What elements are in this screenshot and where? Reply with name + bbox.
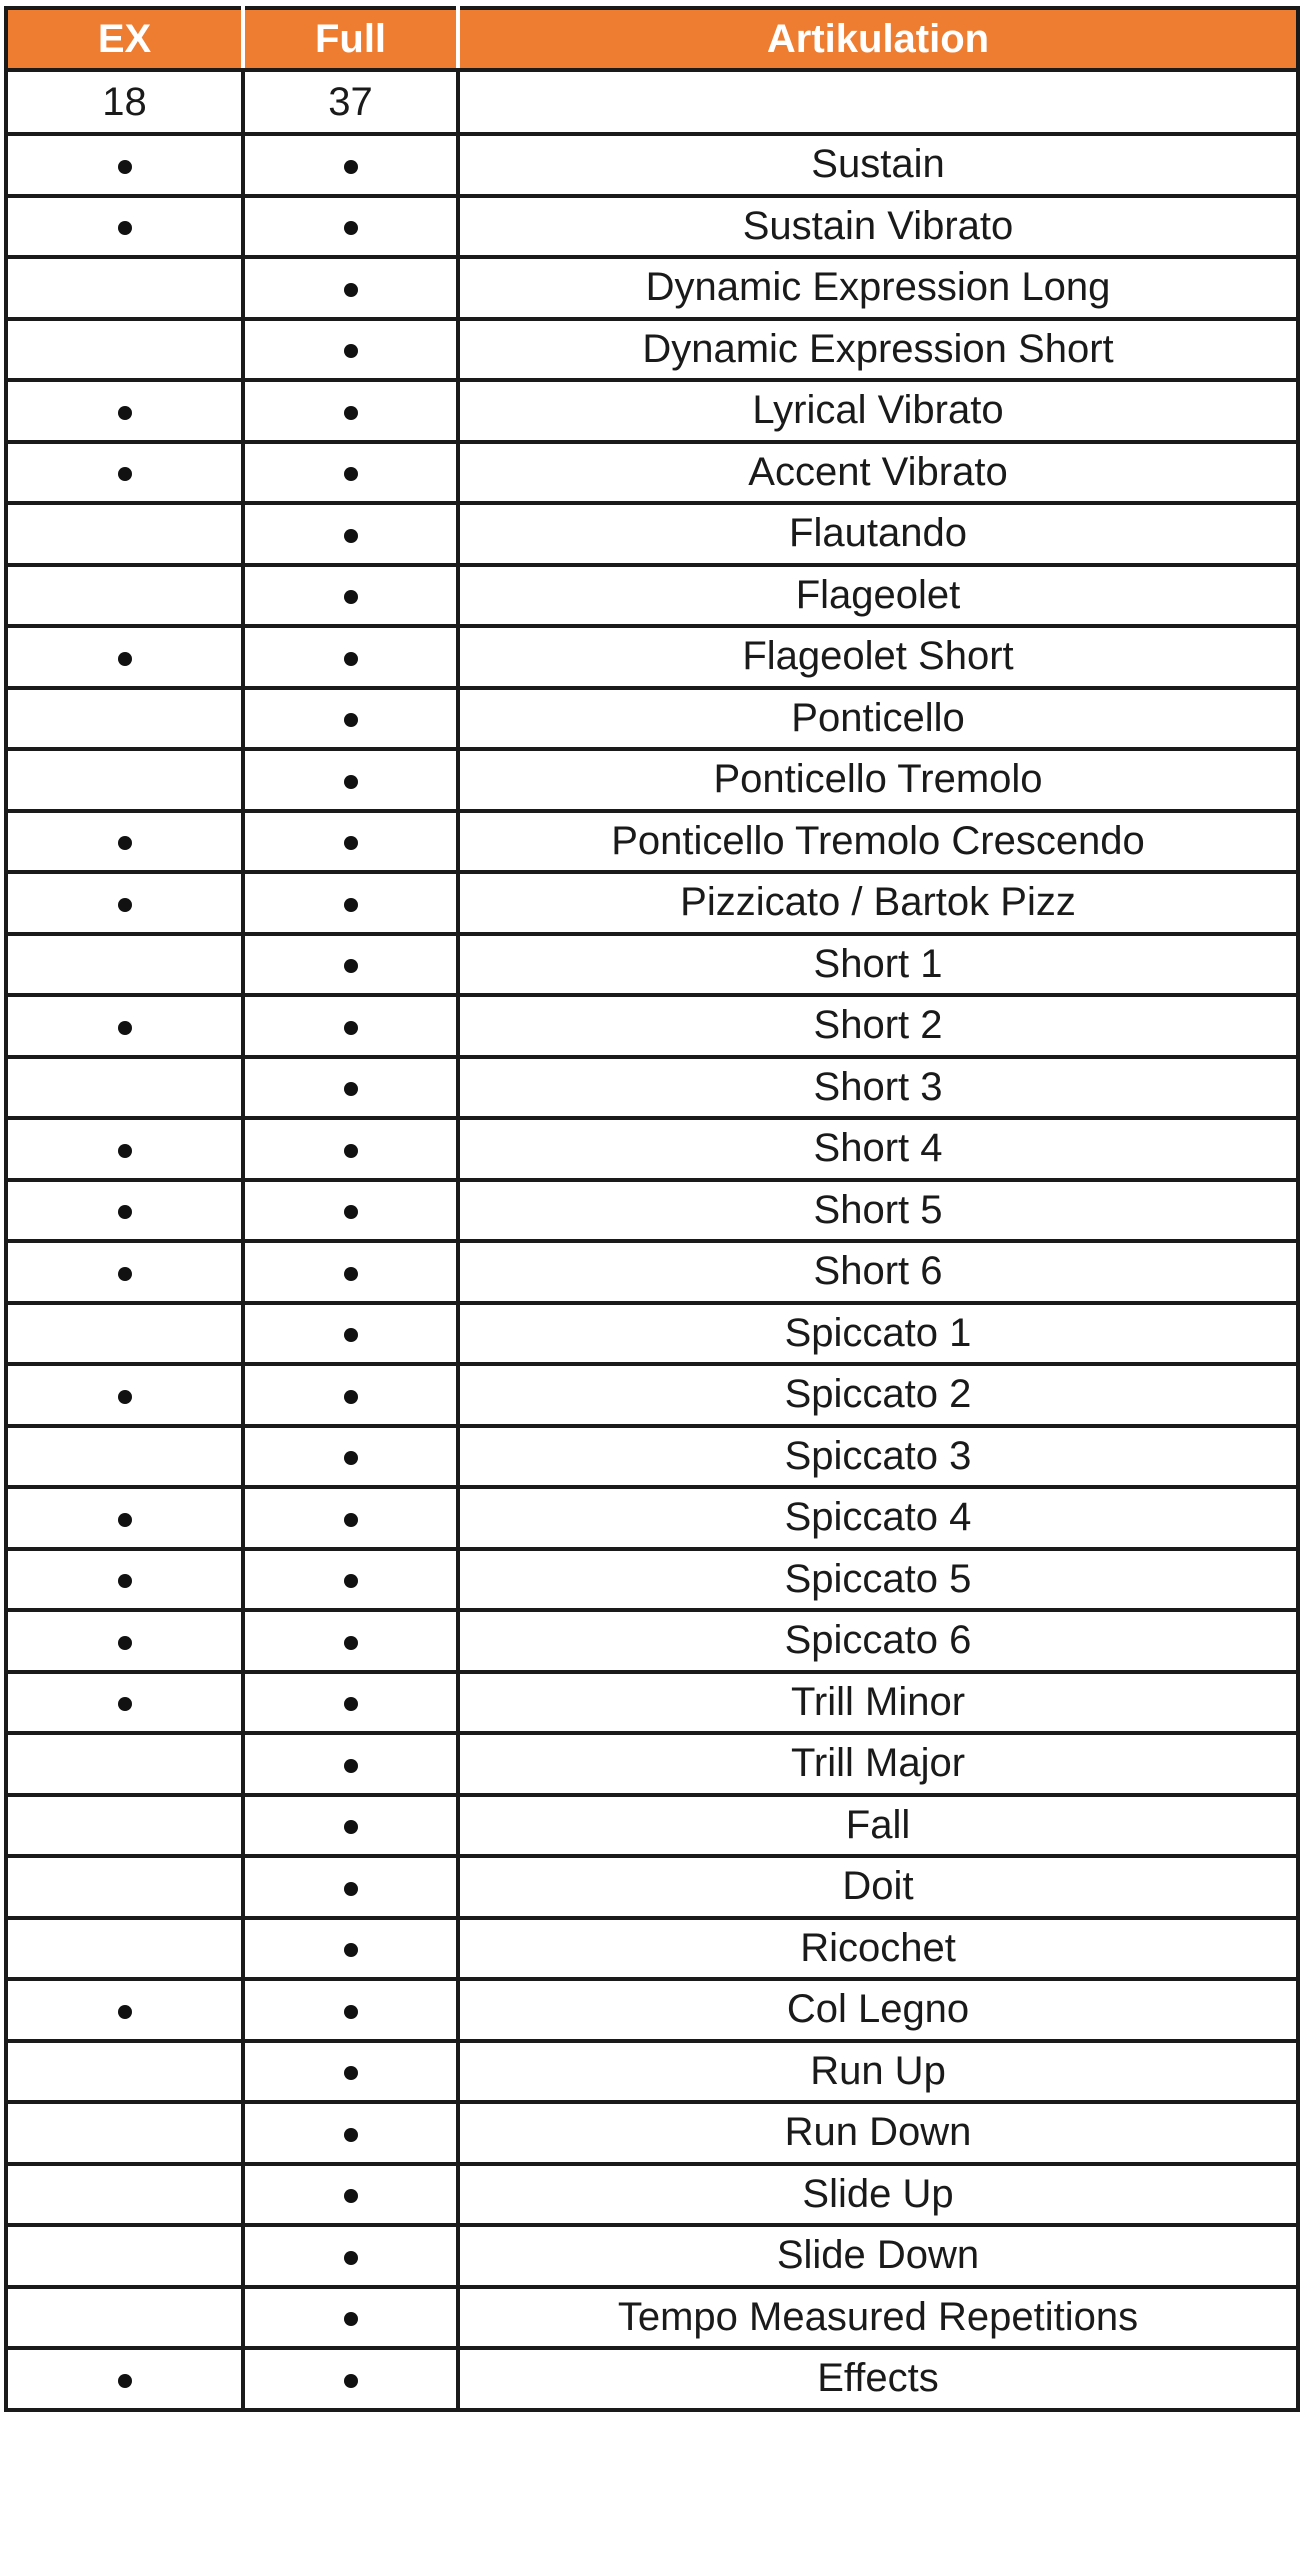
bullet-icon [344,2066,358,2080]
bullet-icon [344,529,358,543]
cell-articulation: Sustain Vibrato [458,196,1298,258]
cell-articulation: Short 4 [458,1118,1298,1180]
bullet-icon [118,1574,132,1588]
bullet-icon [344,1328,358,1342]
cell-articulation: Lyrical Vibrato [458,380,1298,442]
bullet-icon [344,1636,358,1650]
cell-ex [6,934,243,996]
cell-ex [6,1180,243,1242]
table-row [6,1180,1298,1242]
table-row [6,1364,1298,1426]
table-row [6,442,1298,504]
bullet-icon [344,1943,358,1957]
bullet-icon [344,2128,358,2142]
cell-ex [6,1979,243,2041]
cell-full [243,934,458,996]
cell-articulation: Fall [458,1795,1298,1857]
cell-ex [6,257,243,319]
table-row [6,688,1298,750]
bullet-icon [118,898,132,912]
cell-articulation: Ponticello [458,688,1298,750]
bullet-icon [344,2251,358,2265]
cell-full [243,2225,458,2287]
cell-full [243,2164,458,2226]
bullet-icon [118,1205,132,1219]
bullet-icon [344,775,358,789]
cell-ex [6,1057,243,1119]
table-row [6,1672,1298,1734]
cell-full [243,257,458,319]
bullet-icon [344,652,358,666]
bullet-icon [118,406,132,420]
cell-full [243,1918,458,1980]
table-row [6,2102,1298,2164]
count-full: 37 [243,70,458,134]
cell-ex [6,995,243,1057]
cell-full [243,1057,458,1119]
bullet-icon [344,2312,358,2326]
table-row [6,1733,1298,1795]
table-row [6,1610,1298,1672]
bullet-icon [344,1205,358,1219]
cell-articulation: Spiccato 3 [458,1426,1298,1488]
cell-full [243,2041,458,2103]
cell-articulation: Sustain [458,134,1298,196]
cell-ex [6,2102,243,2164]
cell-articulation: Run Down [458,2102,1298,2164]
table-row [6,319,1298,381]
table-row [6,1979,1298,2041]
table-row [6,196,1298,258]
cell-ex [6,2041,243,2103]
cell-articulation: Ricochet [458,1918,1298,1980]
table-body [6,70,1298,2410]
cell-articulation: Flageolet Short [458,626,1298,688]
cell-full [243,1733,458,1795]
cell-articulation: Flautando [458,503,1298,565]
cell-ex [6,503,243,565]
bullet-icon [344,406,358,420]
bullet-icon [344,1513,358,1527]
cell-articulation: Short 2 [458,995,1298,1057]
table-row [6,2225,1298,2287]
cell-ex [6,1118,243,1180]
count-row [6,70,1298,134]
table-row [6,934,1298,996]
bullet-icon [344,467,358,481]
cell-ex [6,1303,243,1365]
cell-articulation: Effects [458,2348,1298,2410]
table-row [6,380,1298,442]
cell-articulation: Slide Up [458,2164,1298,2226]
cell-articulation: Dynamic Expression Long [458,257,1298,319]
cell-ex [6,1795,243,1857]
table-row [6,2287,1298,2349]
cell-ex [6,872,243,934]
cell-full [243,1487,458,1549]
bullet-icon [344,221,358,235]
cell-ex [6,1672,243,1734]
cell-articulation: Col Legno [458,1979,1298,2041]
cell-ex [6,1733,243,1795]
table-row [6,1241,1298,1303]
bullet-icon [344,160,358,174]
table-row [6,134,1298,196]
bullet-icon [344,2005,358,2019]
table-row [6,1918,1298,1980]
cell-full [243,995,458,1057]
cell-full [243,565,458,627]
bullet-icon [344,836,358,850]
bullet-icon [344,1021,358,1035]
table-row [6,257,1298,319]
articulation-table [4,6,1300,2412]
cell-ex [6,1487,243,1549]
cell-articulation: Doit [458,1856,1298,1918]
cell-ex [6,2164,243,2226]
cell-ex [6,319,243,381]
cell-full [243,196,458,258]
bullet-icon [118,1513,132,1527]
cell-ex [6,1610,243,1672]
cell-ex [6,688,243,750]
cell-ex [6,749,243,811]
cell-ex [6,442,243,504]
cell-articulation: Short 3 [458,1057,1298,1119]
bullet-icon [344,1082,358,1096]
bullet-icon [344,1697,358,1711]
cell-full [243,1364,458,1426]
cell-full [243,1118,458,1180]
bullet-icon [118,836,132,850]
cell-full [243,2287,458,2349]
cell-full [243,688,458,750]
cell-full [243,442,458,504]
bullet-icon [118,221,132,235]
cell-ex [6,1918,243,1980]
bullet-icon [344,898,358,912]
table-row [6,995,1298,1057]
cell-articulation: Accent Vibrato [458,442,1298,504]
cell-articulation: Short 5 [458,1180,1298,1242]
cell-full [243,503,458,565]
cell-articulation: Spiccato 5 [458,1549,1298,1611]
count-ex: 18 [6,70,243,134]
table-row [6,1856,1298,1918]
bullet-icon [118,1144,132,1158]
table-row [6,1303,1298,1365]
bullet-icon [118,160,132,174]
table-row [6,503,1298,565]
cell-full [243,1979,458,2041]
column-header-full: Full [243,8,458,70]
count-articulation [458,70,1298,134]
bullet-icon [118,1267,132,1281]
cell-full [243,1795,458,1857]
table-row [6,1487,1298,1549]
cell-articulation: Trill Major [458,1733,1298,1795]
cell-full [243,1856,458,1918]
table-row [6,811,1298,873]
cell-articulation: Flageolet [458,565,1298,627]
table-row [6,565,1298,627]
cell-ex [6,1549,243,1611]
cell-articulation: Short 6 [458,1241,1298,1303]
table-row [6,1118,1298,1180]
cell-ex [6,1364,243,1426]
cell-articulation: Slide Down [458,2225,1298,2287]
table-row [6,2348,1298,2410]
table-row [6,1057,1298,1119]
cell-ex [6,196,243,258]
cell-ex [6,811,243,873]
cell-full [243,1610,458,1672]
cell-articulation: Short 1 [458,934,1298,996]
bullet-icon [344,1144,358,1158]
cell-articulation: Trill Minor [458,1672,1298,1734]
cell-full [243,626,458,688]
bullet-icon [344,959,358,973]
cell-full [243,134,458,196]
header-row [6,8,1298,70]
table-row [6,749,1298,811]
column-header-ex: EX [6,8,243,70]
cell-full [243,2348,458,2410]
table-row [6,2041,1298,2103]
bullet-icon [344,1390,358,1404]
cell-full [243,1426,458,1488]
cell-articulation: Spiccato 1 [458,1303,1298,1365]
bullet-icon [344,1820,358,1834]
cell-ex [6,2287,243,2349]
cell-full [243,1549,458,1611]
bullet-icon [344,283,358,297]
column-header-articulation: Artikulation [458,8,1298,70]
cell-articulation: Pizzicato / Bartok Pizz [458,872,1298,934]
cell-ex [6,134,243,196]
cell-ex [6,1426,243,1488]
bullet-icon [118,1021,132,1035]
cell-full [243,319,458,381]
bullet-icon [344,1451,358,1465]
cell-full [243,749,458,811]
table-row [6,1426,1298,1488]
bullet-icon [344,1759,358,1773]
bullet-icon [118,2005,132,2019]
bullet-icon [344,2374,358,2388]
cell-articulation: Ponticello Tremolo [458,749,1298,811]
cell-full [243,380,458,442]
cell-articulation: Run Up [458,2041,1298,2103]
cell-articulation: Dynamic Expression Short [458,319,1298,381]
bullet-icon [118,467,132,481]
cell-ex [6,565,243,627]
bullet-icon [344,1574,358,1588]
bullet-icon [344,344,358,358]
bullet-icon [118,1390,132,1404]
cell-ex [6,2348,243,2410]
bullet-icon [344,2189,358,2203]
bullet-icon [344,1267,358,1281]
table-row [6,1795,1298,1857]
bullet-icon [118,1636,132,1650]
cell-full [243,811,458,873]
cell-full [243,2102,458,2164]
cell-full [243,1241,458,1303]
bullet-icon [118,652,132,666]
cell-articulation: Spiccato 2 [458,1364,1298,1426]
bullet-icon [344,1882,358,1896]
cell-articulation: Spiccato 4 [458,1487,1298,1549]
cell-articulation: Tempo Measured Repetitions [458,2287,1298,2349]
cell-ex [6,380,243,442]
table-header [6,8,1298,70]
table-row [6,1549,1298,1611]
bullet-icon [118,2374,132,2388]
table-row [6,626,1298,688]
table-row [6,872,1298,934]
cell-ex [6,1241,243,1303]
cell-full [243,872,458,934]
cell-full [243,1303,458,1365]
cell-full [243,1180,458,1242]
cell-ex [6,626,243,688]
cell-ex [6,1856,243,1918]
cell-full [243,1672,458,1734]
cell-ex [6,2225,243,2287]
cell-articulation: Ponticello Tremolo Crescendo [458,811,1298,873]
bullet-icon [118,1697,132,1711]
bullet-icon [344,713,358,727]
bullet-icon [344,590,358,604]
table-row [6,2164,1298,2226]
cell-articulation: Spiccato 6 [458,1610,1298,1672]
